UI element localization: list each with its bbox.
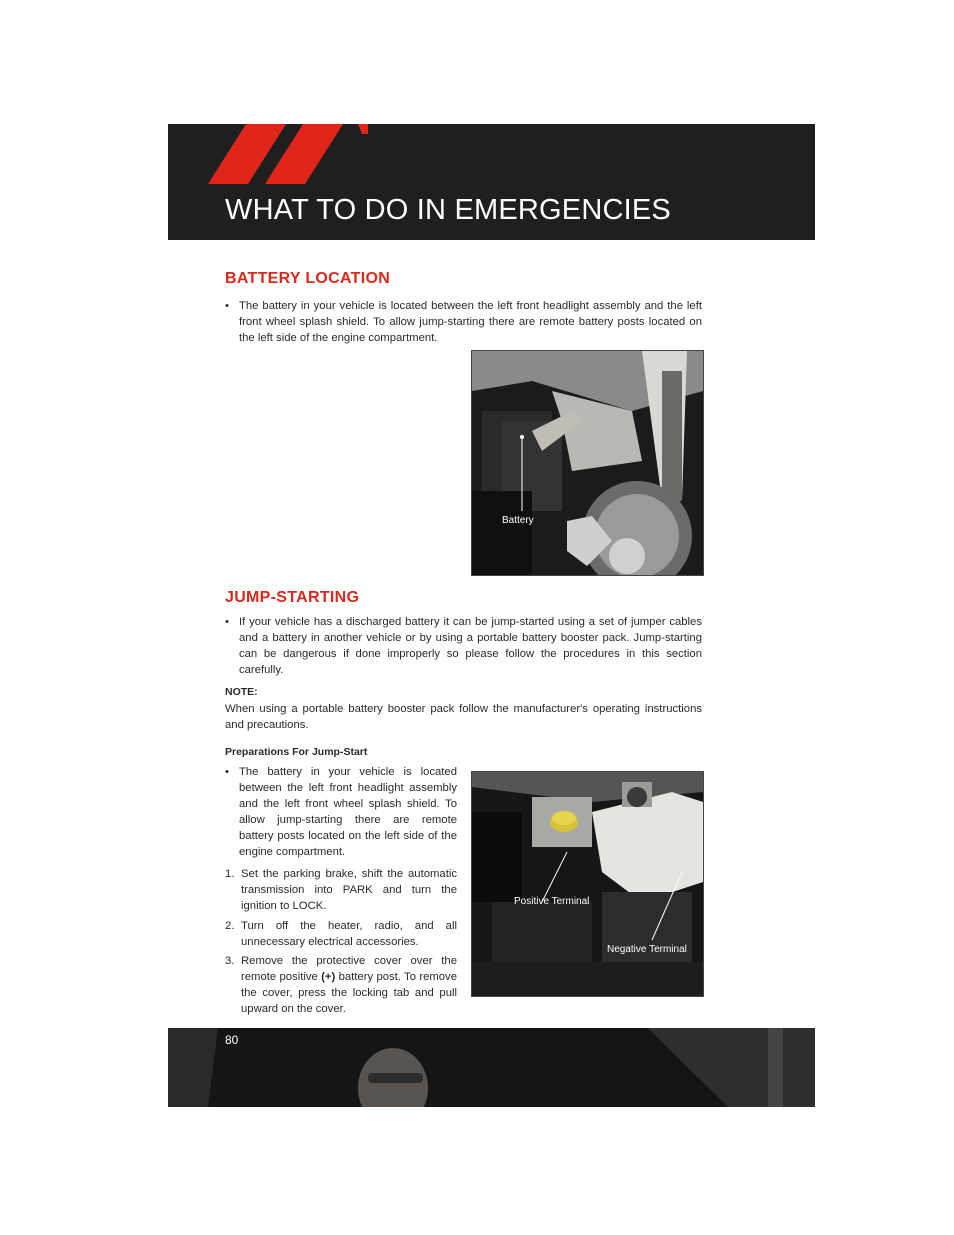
photo-caption-positive-terminal: Positive Terminal — [514, 896, 590, 907]
step-item — [225, 866, 457, 914]
bullet-text: The battery in your vehicle is located between the left front headlight assembly and the left front wheel splash shield. To allow jump-starting there are remote battery posts located on the left side of the engine compartment. — [239, 300, 702, 344]
photo-caption-battery: Battery — [502, 515, 534, 526]
footer-background-image — [168, 1028, 815, 1107]
step-text: Turn off the heater, radio, and all unnecessary electrical accessories. — [241, 920, 457, 948]
bullet-icon: • — [225, 300, 229, 312]
step-text-part: battery post. To remove the cover, press the locking tab and pull upward on the cover. — [241, 971, 457, 1015]
bullet-icon: • — [225, 616, 229, 628]
note-text: When using a portable battery booster pack follow the manufacturer's operating instructions and precautions. — [225, 703, 702, 731]
step-number: 3. — [225, 955, 235, 967]
list-item — [225, 614, 702, 678]
step-number: 2. — [225, 920, 235, 932]
list-item — [225, 764, 457, 860]
step-text: Set the parking brake, shift the automatic transmission into PARK and turn the ignition to LOCK. — [241, 868, 457, 912]
section-heading-jump-starting: JUMP-STARTING — [225, 589, 360, 606]
battery-terminals-photo — [471, 771, 704, 997]
engine-bay-image — [472, 351, 703, 575]
step-text-part: Remove the protective cover over the remote positive — [241, 955, 457, 983]
step-item — [225, 953, 457, 1017]
section-heading-battery-location: BATTERY LOCATION — [225, 270, 391, 287]
bullet-text: If your vehicle has a discharged battery it can be jump-started using a set of jumper cables and a battery in another vehicle or by using a portable battery booster pack. Jump-starting can be dangerous if done improperly so please follow the procedures in this section carefully. — [239, 616, 702, 676]
step-text — [241, 953, 457, 1017]
brand-stripes-icon — [208, 124, 368, 184]
battery-location-photo — [471, 350, 704, 576]
page-footer — [168, 1028, 815, 1107]
step-number: 1. — [225, 868, 235, 880]
positive-symbol: (+) — [321, 971, 336, 983]
note-label: NOTE: — [225, 686, 258, 698]
engine-compartment-image — [472, 772, 703, 996]
page-title: WHAT TO DO IN EMERGENCIES — [225, 194, 671, 226]
page-number: 80 — [225, 1033, 239, 1047]
bullet-text: The battery in your vehicle is located between the left front headlight assembly and the left front wheel splash shield. To allow jump-starting there are remote battery posts located on the left side of the engine compartment. — [239, 766, 457, 858]
chapter-header — [168, 124, 815, 240]
list-item — [225, 298, 702, 346]
photo-caption-negative-terminal: Negative Terminal — [607, 944, 687, 955]
subheading-preparations: Preparations For Jump-Start — [225, 746, 368, 758]
step-item — [225, 918, 457, 950]
bullet-icon: • — [225, 766, 229, 778]
